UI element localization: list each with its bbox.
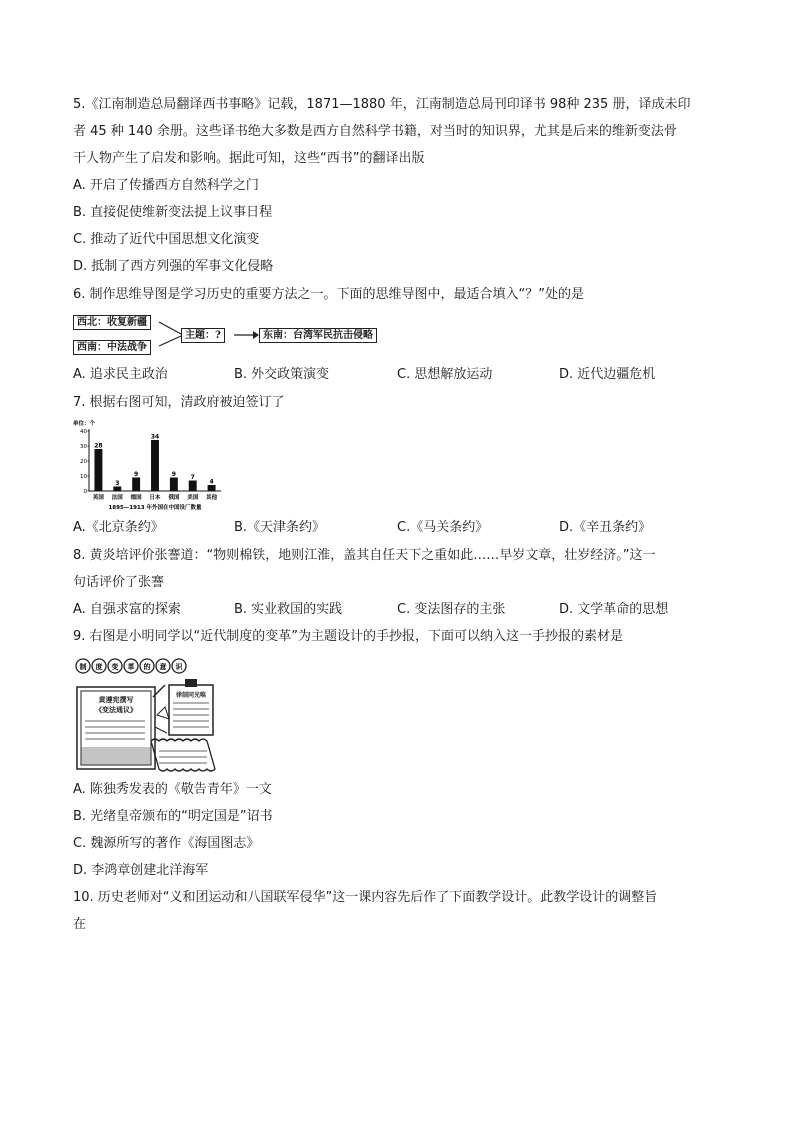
chart-unit-label: 单位：个	[73, 421, 96, 427]
bar-value-label: 4	[209, 478, 214, 486]
q8-option-c: C. 变法图存的主张	[397, 602, 506, 617]
x-tick-label: 日本	[149, 495, 161, 501]
poster-title-char: 制	[79, 663, 87, 671]
q7-option-c: C.《马关条约》	[397, 520, 489, 535]
mindmap-southeast: 东南：台湾军民抗击侵略	[259, 328, 377, 343]
poster-title-char: 度	[95, 663, 103, 671]
q7-option-b: B.《天津条约》	[234, 520, 326, 535]
q6-option-d: D. 近代边疆危机	[559, 367, 656, 382]
bar-value-label: 9	[171, 471, 176, 478]
q9-stem: 9. 右图是小明同学以“近代制度的变革”为主题设计的手抄报，下面可以纳入这一手抄报的素材是	[73, 629, 624, 644]
x-tick-label: 法国	[111, 495, 123, 501]
q9-option-c: C. 魏源所写的著作《海国图志》	[73, 836, 260, 851]
y-tick-label: 0	[83, 489, 87, 495]
y-tick-label: 30	[80, 444, 87, 450]
y-tick-label: 20	[80, 459, 87, 465]
bar-value-label: 28	[94, 442, 103, 450]
bar-俄国	[170, 478, 178, 492]
mindmap-southwest: 西南：中法战争	[73, 340, 151, 355]
mindmap-center-topic: 主题：?	[181, 328, 225, 343]
q8-option-b: B. 实业救国的实践	[234, 602, 343, 617]
bar-德国	[132, 478, 140, 492]
q5-option-d: D. 抵制了西方列强的军事文化侵略	[73, 259, 274, 274]
q10-stem-line-1: 10. 历史老师对“义和团运动和八国联军侵华”这一课内容先后作了下面教学设计。此教学设计的调整旨	[73, 890, 658, 905]
bar-value-label: 34	[150, 433, 160, 441]
bar-日本	[151, 440, 159, 491]
q5-stem-line-3: 干人物产生了启发和影响。据此可知，这些“西书”的翻译出版	[73, 151, 425, 166]
q6-stem: 6. 制作思维导图是学习历史的重要方法之一。下面的思维导图中，最适合填入“？”处的是	[73, 287, 585, 302]
q9-option-a: A. 陈独秀发表的《敬告青年》一文	[73, 782, 272, 797]
q7-bar-chart	[73, 419, 223, 515]
q5-stem-line-2: 者 45 种 140 余册。这些译书绝大多数是西方自然科学书籍，对当时的知识界，尤其是后来的维新变法骨	[73, 124, 677, 139]
x-tick-label: 美国	[187, 495, 199, 501]
bar-英国	[94, 449, 102, 491]
bar-美国	[189, 481, 197, 492]
poster-left-card-text: 黄遵宪撰写 《变法通议》	[95, 696, 137, 714]
x-tick-label: 其他	[206, 495, 218, 501]
q6-option-a: A. 追求民主政治	[73, 367, 168, 382]
poster-title-char: 意	[159, 663, 167, 671]
q8-stem-line-1: 8. 黄炎培评价张謇道：“物则棉铁，地则江淮，盖其自任天下之重如此……早岁文章，壮岁经济。”这一	[73, 548, 656, 563]
x-tick-label: 英国	[92, 495, 104, 501]
q8-option-d: D. 文学革命的思想	[559, 602, 669, 617]
q8-stem-line-2: 句话评价了张謇	[73, 575, 165, 590]
poster-title-char: 变	[111, 663, 119, 671]
q9-option-d: D. 李鸿章创建北洋海军	[73, 863, 209, 878]
mindmap-northwest: 西北：收复新疆	[73, 315, 151, 330]
y-tick-label: 10	[80, 474, 87, 480]
q9-option-b: B. 光绪皇帝颁布的“明定国是”诏书	[73, 809, 273, 824]
poster-title-char: 的	[143, 663, 151, 671]
y-tick-label: 40	[80, 429, 87, 435]
q10-stem-line-2: 在	[73, 917, 87, 932]
bar-其他	[208, 485, 216, 491]
bar-value-label: 9	[134, 471, 139, 478]
bar-value-label: 3	[115, 480, 120, 487]
x-tick-label: 俄国	[168, 495, 180, 501]
poster-title-char: 革	[127, 663, 135, 671]
poster-title-char: 识	[175, 663, 183, 671]
q5-option-a: A. 开启了传播西方自然科学之门	[73, 178, 259, 193]
q7-option-d: D.《辛丑条约》	[559, 520, 652, 535]
q5-stem-line-1: 5.《江南制造总局翻译西书事略》记载，1871—1880 年，江南制造总局刊印译书 98种 235 册，译成未印	[73, 97, 691, 112]
q5-option-b: B. 直接促使维新变法提上议事日程	[73, 205, 273, 220]
q7-option-a: A.《北京条约》	[73, 520, 164, 535]
q9-handmade-poster	[73, 655, 218, 773]
x-tick-label: 德国	[130, 495, 142, 501]
q6-mindmap	[73, 312, 393, 358]
q5-option-c: C. 推动了近代中国思想文化演变	[73, 232, 260, 247]
bar-法国	[113, 487, 121, 492]
q6-option-b: B. 外交政策演变	[234, 367, 330, 382]
q7-stem: 7. 根据右图可知，清政府被迫签订了	[73, 395, 285, 410]
poster-right-card-text: 律制同光唯	[175, 692, 206, 699]
chart-title: 1895—1913 年外国在中国设厂数量	[108, 505, 202, 511]
q8-option-a: A. 自强求富的探索	[73, 602, 181, 617]
q6-option-c: C. 思想解放运动	[397, 367, 493, 382]
bar-value-label: 7	[190, 474, 195, 481]
